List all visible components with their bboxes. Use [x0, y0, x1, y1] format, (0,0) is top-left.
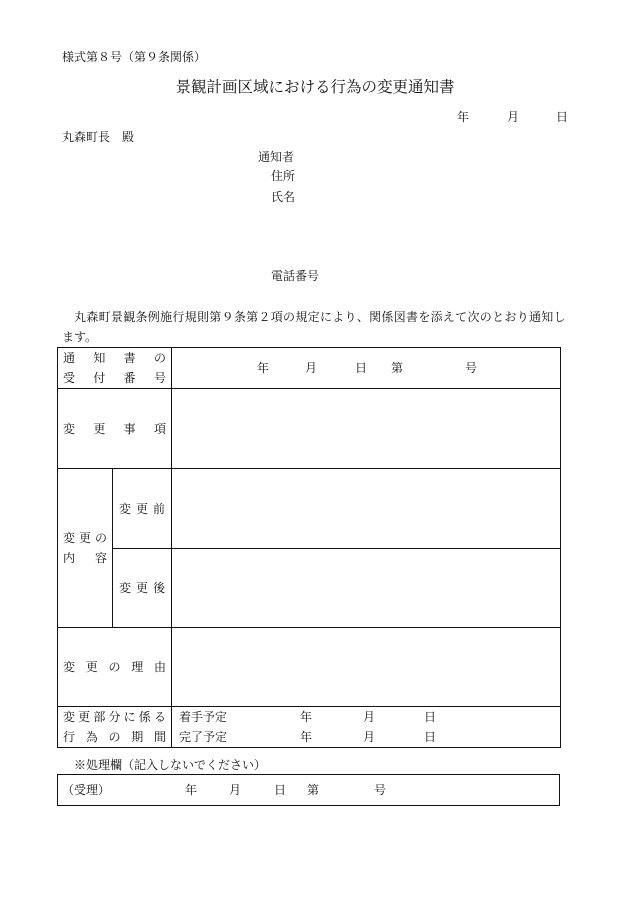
- label-char: 条: [233, 310, 246, 324]
- label-char: 内: [63, 551, 76, 565]
- label-char: ９: [221, 310, 234, 324]
- notifier-phone-label: 電話番号: [271, 269, 320, 283]
- change-reason-label-cell: [58, 628, 172, 707]
- period-end-month-label: 月: [363, 730, 376, 744]
- change-after-entry-cell: [172, 549, 561, 628]
- label-char: 第: [209, 310, 222, 324]
- change-content-label-line-2: [58, 548, 112, 568]
- label-char: 由: [153, 660, 166, 674]
- change-items-label-cell: [58, 389, 172, 469]
- label-char: 期: [131, 730, 144, 744]
- receipt-day-label: 日: [355, 361, 368, 375]
- statement-line-1: [62, 310, 566, 324]
- label-char: 規: [295, 310, 308, 324]
- date-day-label: 日: [556, 110, 569, 124]
- office-use-box: [57, 774, 560, 806]
- label-char: 例: [147, 310, 160, 324]
- label-char: 変: [63, 531, 76, 545]
- label-char: と: [492, 310, 505, 324]
- change-content-label-line-1: [58, 528, 112, 548]
- receipt-number-entry-cell: [172, 348, 561, 389]
- period-label-line-1: [58, 707, 171, 727]
- form-number: 様式第８号（第９条関係）: [62, 50, 207, 64]
- label-char: を: [418, 310, 431, 324]
- label-char: 町: [98, 310, 111, 324]
- period-label-line-2: [58, 727, 171, 747]
- office-received-label: （受理）: [62, 783, 111, 797]
- change-after-label-cell: [113, 549, 172, 628]
- office-number-prefix: 第: [307, 783, 320, 797]
- label-char: 更: [85, 660, 98, 674]
- label-char: 前: [152, 501, 165, 516]
- label-char: 規: [184, 310, 197, 324]
- label-char: の: [94, 531, 107, 545]
- label-char: 行: [172, 310, 185, 324]
- label-char: 書: [123, 351, 136, 365]
- label-char: の: [153, 351, 166, 365]
- label-char: 後: [152, 581, 165, 595]
- change-before-label-cell: [113, 469, 172, 549]
- label-char: 係: [381, 310, 394, 324]
- date-year-label: 年: [457, 110, 470, 124]
- period-end-day-label: 日: [424, 730, 437, 744]
- label-char: 景: [110, 310, 123, 324]
- change-reason-entry-cell: [172, 628, 561, 707]
- label-char: 変: [63, 421, 76, 436]
- receipt-number-suffix: 号: [465, 361, 478, 375]
- notification-details-table: [57, 347, 561, 748]
- label-char: 項: [270, 310, 283, 324]
- label-char: 項: [153, 421, 166, 436]
- label-char: 変: [119, 501, 132, 516]
- label-char: 係: [138, 710, 151, 724]
- receipt-number-label-line-1: [58, 348, 171, 368]
- label-char: 為: [85, 730, 98, 744]
- label-char: 更: [135, 581, 148, 595]
- label-char: 則: [196, 310, 209, 324]
- statement-line-2: ます。: [62, 330, 98, 344]
- label-char: り: [516, 310, 529, 324]
- label-char: 更: [78, 531, 91, 545]
- period-label-cell: [58, 707, 172, 748]
- label-char: 関: [369, 310, 382, 324]
- table-row-receipt-number: [58, 348, 561, 389]
- label-char: 書: [406, 310, 419, 324]
- label-char: 第: [246, 310, 259, 324]
- label-char: 分: [108, 710, 121, 724]
- label-char: の: [283, 310, 296, 324]
- table-row-period: [58, 707, 561, 748]
- period-end-line: [172, 727, 560, 747]
- notifier-name-label: 氏名: [271, 190, 296, 204]
- receipt-number-fields: [172, 348, 560, 388]
- table-row-change-before: [58, 469, 561, 549]
- label-char: 容: [94, 551, 107, 565]
- change-before-label: [113, 499, 171, 519]
- label-char: お: [504, 310, 517, 324]
- label-char: り: [344, 310, 357, 324]
- label-char: 定: [307, 310, 320, 324]
- label-char: 更: [135, 501, 148, 516]
- label-char: 通: [63, 351, 76, 365]
- label-char: に: [123, 710, 136, 724]
- label-char: 森: [86, 310, 99, 324]
- office-year-label: 年: [185, 783, 198, 797]
- label-char: に: [319, 310, 332, 324]
- office-use-note: ※処理欄（記入しないでください）: [74, 758, 267, 772]
- receipt-year-label: 年: [257, 361, 270, 375]
- period-start-line: [172, 707, 560, 727]
- label-char: 知: [541, 310, 554, 324]
- receipt-month-label: 月: [305, 361, 318, 375]
- label-char: 通: [528, 310, 541, 324]
- change-items-entry-cell: [172, 389, 561, 469]
- notifier-address-label: 住所: [271, 169, 296, 183]
- label-char: の: [108, 730, 121, 744]
- notifier-heading: 通知者: [258, 150, 295, 164]
- change-items-label: [58, 419, 171, 439]
- receipt-number-prefix: 第: [391, 361, 404, 375]
- label-char: え: [442, 310, 455, 324]
- period-end-label: 完了予定: [179, 730, 228, 744]
- document-title: 景観計画区域における行為の変更通知書: [175, 78, 455, 96]
- label-char: 受: [63, 371, 76, 385]
- label-char: ２: [258, 310, 271, 324]
- period-end-year-label: 年: [300, 730, 313, 744]
- receipt-number-label-cell: [58, 348, 172, 389]
- office-day-label: 日: [274, 783, 287, 797]
- label-char: 図: [393, 310, 406, 324]
- table-row-change-items: [58, 389, 561, 469]
- label-char: 変: [63, 660, 76, 674]
- label-char: 変: [119, 581, 132, 595]
- label-char: 丸: [74, 310, 87, 324]
- period-start-year-label: 年: [300, 710, 313, 724]
- change-reason-label: [58, 657, 171, 677]
- table-body: [58, 348, 561, 748]
- label-char: 理: [131, 660, 144, 674]
- label-char: 観: [123, 310, 136, 324]
- label-char: の: [108, 660, 121, 674]
- period-start-day-label: 日: [424, 710, 437, 724]
- table-row-change-after: [58, 549, 561, 628]
- label-char: 更: [93, 421, 106, 436]
- office-month-label: 月: [229, 783, 242, 797]
- label-char: 知: [93, 351, 106, 365]
- table-row-change-reason: [58, 628, 561, 707]
- label-char: 行: [63, 730, 76, 744]
- label-char: 部: [93, 710, 106, 724]
- period-start-month-label: 月: [363, 710, 376, 724]
- label-char: よ: [332, 310, 345, 324]
- receipt-number-label-line-2: [58, 368, 171, 388]
- change-before-entry-cell: [172, 469, 561, 549]
- label-char: 施: [160, 310, 173, 324]
- period-entry-cell: [172, 707, 561, 748]
- label-char: 号: [153, 371, 166, 385]
- label-char: 更: [78, 710, 91, 724]
- change-after-label: [113, 578, 171, 598]
- label-char: 間: [153, 730, 166, 744]
- label-char: し: [553, 310, 566, 324]
- label-char: る: [153, 710, 166, 724]
- label-char: の: [479, 310, 492, 324]
- addressee: 丸森町長 殿: [62, 130, 135, 144]
- change-content-label-cell: [58, 469, 113, 628]
- label-char: 添: [430, 310, 443, 324]
- label-char: 変: [63, 710, 76, 724]
- label-char: 、: [356, 310, 369, 324]
- period-start-label: 着手予定: [179, 710, 228, 724]
- label-char: 事: [123, 421, 136, 436]
- label-char: て: [455, 310, 468, 324]
- label-char: 付: [93, 371, 106, 385]
- label-char: 次: [467, 310, 480, 324]
- date-month-label: 月: [507, 110, 520, 124]
- label-char: 条: [135, 310, 148, 324]
- label-char: 番: [123, 371, 136, 385]
- office-number-suffix: 号: [374, 783, 387, 797]
